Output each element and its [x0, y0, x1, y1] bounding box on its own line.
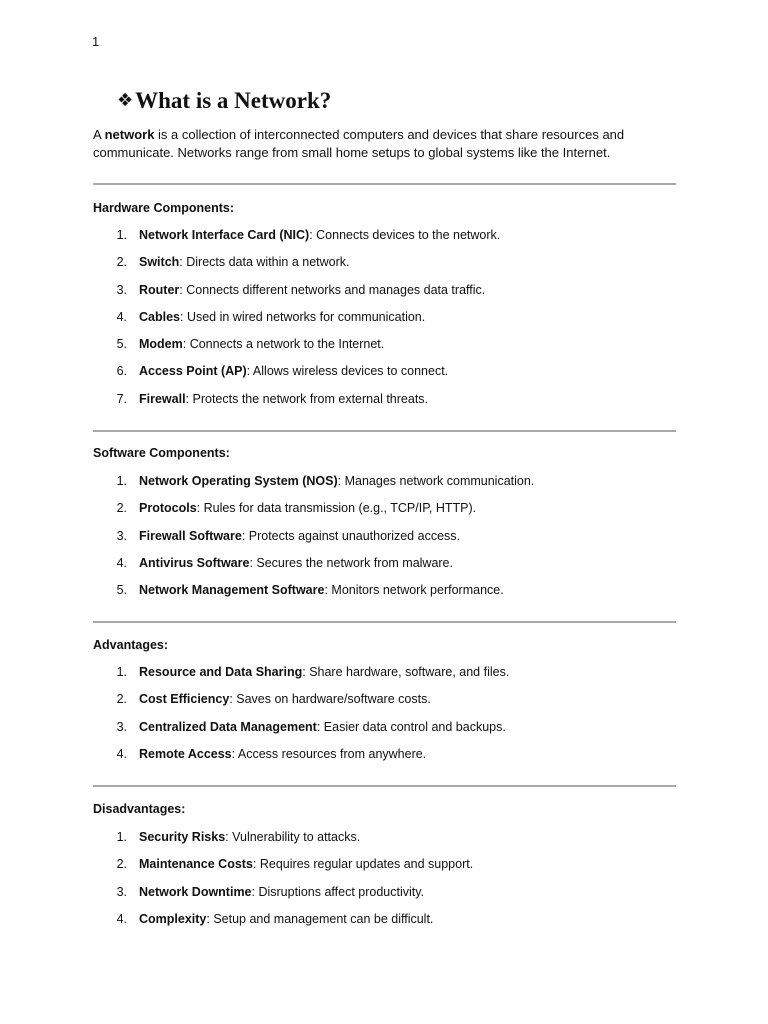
list-number: 7. [116, 391, 127, 406]
list-item-text [139, 391, 428, 407]
list-item-text [139, 473, 534, 489]
list-item-desc: : Used in wired networks for communication. [180, 309, 426, 324]
intro-term: network [104, 127, 155, 142]
list-number: 1. [116, 830, 127, 844]
list-item-desc: : Protects the network from external threats. [185, 391, 429, 406]
list-item-desc: : Allows wireless devices to connect. [246, 364, 449, 379]
list-item-desc: : Connects devices to the network. [309, 228, 501, 242]
list-item-desc: : Share hardware, software, and files. [302, 665, 510, 679]
section-divider [93, 621, 676, 623]
list-number: 3. [116, 528, 127, 543]
list-item-term: Cables [139, 309, 180, 324]
list-item-term: Access Point (AP) [139, 364, 247, 379]
list-item-term: Maintenance Costs [139, 857, 253, 872]
list-number: 1. [116, 228, 127, 242]
list-item-desc: : Connects a network to the Internet. [182, 337, 385, 352]
list-item-text [139, 829, 360, 845]
list-item-text [139, 309, 425, 325]
list-number: 4. [116, 911, 127, 926]
list-item-term: Complexity [139, 911, 207, 926]
list-item-term: Network Operating System (NOS) [139, 474, 338, 488]
page-title [117, 86, 331, 116]
list-item-desc: : Easier data control and backups. [316, 719, 506, 734]
list-number: 4. [116, 555, 127, 570]
list-number: 3. [116, 719, 127, 734]
page-number: 1 [92, 34, 100, 49]
list-item-text [139, 911, 433, 927]
list-number: 5. [116, 337, 127, 352]
list-item-term: Resource and Data Sharing [139, 665, 303, 679]
list-item-term: Firewall Software [139, 528, 242, 543]
list-number: 2. [116, 692, 127, 707]
list-item-desc: : Directs data within a network. [179, 255, 350, 270]
list-item-text [139, 363, 448, 379]
list-item-term: Cost Efficiency [139, 692, 230, 707]
list-item-term: Centralized Data Management [139, 719, 317, 734]
list-item-term: Remote Access [139, 746, 232, 761]
list-item-desc: : Secures the network from malware. [249, 555, 453, 570]
diamond-bullet-icon: ❖ [117, 90, 134, 111]
list-item-text [139, 254, 350, 270]
list-number: 5. [116, 583, 127, 598]
list-item-text [139, 719, 506, 735]
list-item-text [139, 227, 500, 243]
list-item-desc: : Access resources from anywhere. [231, 746, 427, 761]
list-item-desc: : Rules for data transmission (e.g., TCP/IP, HTTP). [196, 501, 477, 516]
list-item-term: Security Risks [139, 830, 226, 844]
list-item-term: Modem [139, 337, 183, 352]
intro-paragraph [93, 126, 683, 162]
list-item-desc: : Vulnerability to attacks. [225, 830, 361, 844]
list-item-text [139, 856, 473, 872]
list-item-desc: : Protects against unauthorized access. [241, 528, 460, 543]
list-item-desc: : Manages network communication. [337, 474, 535, 488]
list-number: 1. [116, 474, 127, 488]
list-number: 2. [116, 501, 127, 516]
list-item-text [139, 884, 424, 900]
list-number: 4. [116, 746, 127, 761]
section-divider [93, 785, 676, 787]
list-item-text [139, 664, 509, 680]
section-divider [93, 430, 676, 432]
page-title-text: What is a Network? [135, 88, 332, 113]
list-number: 6. [116, 364, 127, 379]
list-item-text [139, 528, 460, 544]
list-item-text [139, 500, 476, 516]
section-heading-hardware: Hardware Components: [93, 201, 234, 215]
list-item-term: Network Interface Card (NIC) [139, 228, 310, 242]
list-number: 1. [116, 665, 127, 679]
list-item-desc: : Monitors network performance. [324, 583, 504, 598]
list-number: 2. [116, 857, 127, 872]
list-item-term: Switch [139, 255, 180, 270]
intro-rest: is a collection of interconnected computers and devices that share resources and communicate. Networks range from small home setups to global systems like the Internet. [93, 127, 625, 160]
list-item-term: Protocols [139, 501, 197, 516]
list-item-text [139, 282, 485, 298]
section-divider [93, 183, 676, 185]
list-item-term: Firewall [139, 391, 186, 406]
list-item-desc: : Disruptions affect productivity. [251, 884, 425, 899]
list-item-text [139, 555, 453, 571]
list-item-text [139, 746, 426, 762]
list-item-text [139, 691, 431, 707]
section-heading-software: Software Components: [93, 446, 230, 460]
list-item-term: Network Downtime [139, 884, 252, 899]
list-item-desc: : Setup and management can be difficult. [206, 911, 434, 926]
list-item-desc: : Connects different networks and manages data traffic. [179, 282, 486, 297]
list-number: 3. [116, 282, 127, 297]
list-item-term: Router [139, 282, 180, 297]
list-number: 2. [116, 255, 127, 270]
intro-prefix: A [93, 127, 105, 142]
list-item-term: Network Management Software [139, 583, 325, 598]
list-item-text [139, 582, 504, 598]
section-heading-disadvantages: Disadvantages: [93, 802, 186, 816]
list-number: 3. [116, 884, 127, 899]
list-item-text [139, 336, 384, 352]
list-number: 4. [116, 309, 127, 324]
section-heading-advantages: Advantages: [93, 638, 169, 652]
list-item-desc: : Requires regular updates and support. [252, 857, 474, 872]
list-item-term: Antivirus Software [139, 555, 250, 570]
list-item-desc: : Saves on hardware/software costs. [229, 692, 431, 707]
